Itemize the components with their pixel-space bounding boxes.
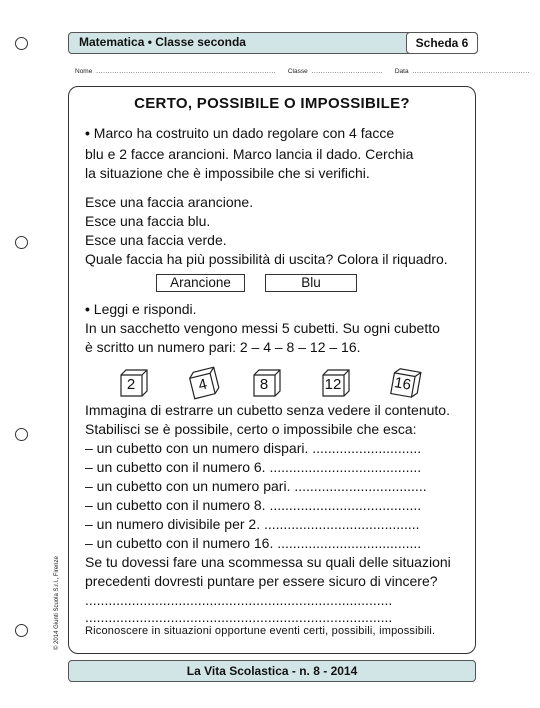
date-field: ................................................... — [412, 68, 530, 75]
answer-item: – un cubetto con il numero 6. ....................................... — [85, 459, 422, 475]
exercise1-intro-text: Marco ha costruito un dado regolare con 4 facce — [93, 125, 395, 141]
exercise1-intro-line: blu e 2 facce arancioni. Marco lancia il dado. Cerchia — [85, 146, 414, 162]
exercise1-option: Esce una faccia blu. — [85, 213, 211, 229]
exercise1-intro-line: la situazione che è impossibile che si verifichi. — [85, 165, 370, 181]
header-bar — [68, 32, 478, 54]
name-field: .............................................................................. — [96, 68, 277, 75]
cube-icon — [252, 367, 282, 397]
bullet-icon: • — [85, 301, 90, 317]
footer-bar: La Vita Scolastica - n. 8 - 2014 — [68, 660, 476, 682]
cube-icon — [389, 365, 424, 400]
final-question: Se tu dovessi fare una scommessa su quali delle situazioni — [85, 554, 451, 570]
choice-box-blu[interactable]: Blu — [265, 274, 357, 292]
cube-label: 12 — [324, 376, 342, 393]
cube-label: 8 — [259, 376, 269, 393]
cube-icon — [321, 367, 351, 397]
class-label: Classe — [287, 68, 308, 75]
answer-line: ............................................................................... — [85, 592, 393, 608]
exercise2-instruction: Immagina di estrarre un cubetto senza vedere il contenuto. — [85, 402, 450, 418]
sheet-number: Scheda 6 — [406, 32, 478, 54]
cube-icon — [119, 367, 149, 397]
exercise1-option: Esce una faccia verde. — [85, 232, 227, 248]
exercise2-intro-line: In un sacchetto vengono messi 5 cubetti. Su ogni cubetto — [85, 320, 440, 336]
date-label: Data — [394, 68, 409, 75]
exercise1-option: Esce una faccia arancione. — [85, 194, 254, 210]
exercise2-heading-line — [85, 300, 197, 319]
cube-label: 4 — [196, 375, 209, 395]
answer-item: – un cubetto con il numero 16. ..................................... — [85, 535, 422, 551]
binder-hole — [15, 428, 28, 441]
class-field: ............................... — [311, 68, 384, 75]
student-fields — [75, 68, 530, 75]
cube-label: 2 — [126, 376, 136, 393]
answer-item: – un cubetto con un numero dispari. ............................ — [85, 440, 422, 456]
binder-hole — [15, 37, 28, 50]
bullet-icon: • — [85, 125, 90, 141]
learning-goal: Riconoscere in situazioni opportune eventi certi, possibili, impossibili. — [85, 625, 436, 637]
answer-item: – un numero divisibile per 2. ........................................ — [85, 516, 420, 532]
exercise2-intro-line: è scritto un numero pari: 2 – 4 – 8 – 12 – 16. — [85, 339, 361, 355]
exercise1-question: Quale faccia ha più possibilità di uscita? Colora il riquadro. — [85, 251, 448, 267]
worksheet-frame — [68, 86, 476, 654]
name-label: Nome — [75, 68, 93, 75]
final-question: precedenti dovresti puntare per essere sicuro di vincere? — [85, 573, 438, 589]
choice-box-arancione[interactable]: Arancione — [156, 274, 245, 292]
binder-hole — [15, 624, 28, 637]
answer-item: – un cubetto con un numero pari. .................................. — [85, 478, 427, 494]
exercise2-heading: Leggi e rispondi. — [93, 301, 197, 317]
worksheet-title: CERTO, POSSIBILE O IMPOSSIBILE? — [134, 95, 410, 112]
answer-line: ............................................................................... — [85, 609, 393, 625]
binder-hole — [15, 236, 28, 249]
copyright-note: © 2014 Giunti Scuola S.r.l., Firenze — [54, 556, 60, 650]
exercise2-instruction: Stabilisci se è possibile, certo o impossibile che esca: — [85, 421, 417, 437]
exercise1-intro-line — [85, 124, 394, 143]
cube-label: 16 — [392, 374, 413, 394]
cube-icon — [186, 364, 222, 400]
subject-title: Matematica • Classe seconda — [79, 35, 246, 49]
answer-item: – un cubetto con il numero 8. ....................................... — [85, 497, 422, 513]
